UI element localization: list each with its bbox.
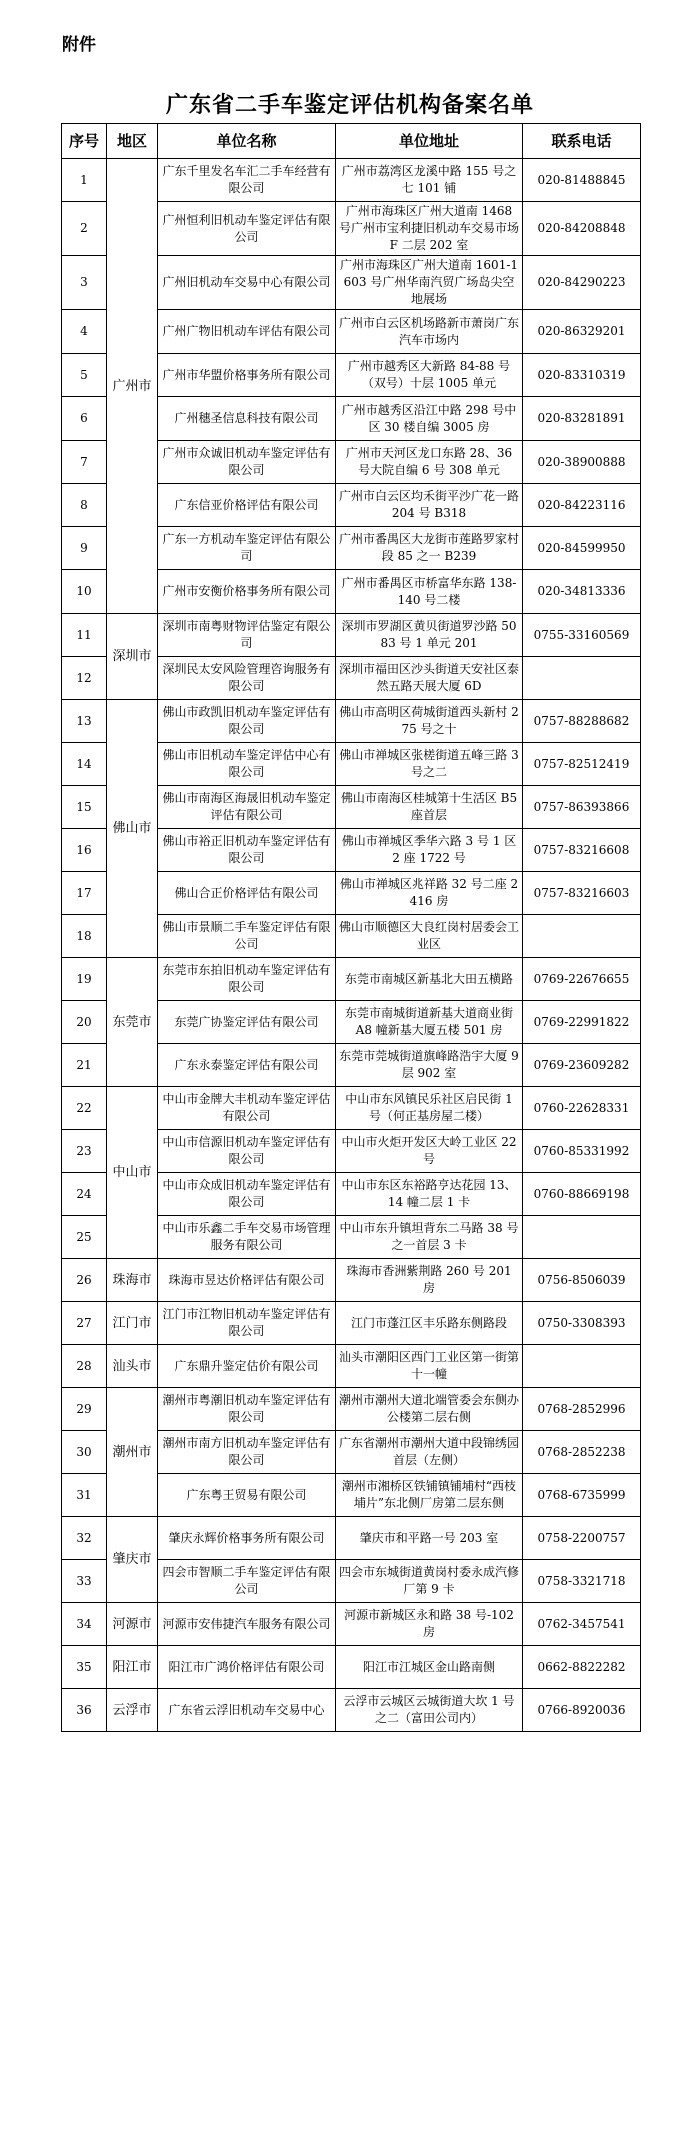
- row-number: 3: [62, 256, 107, 310]
- unit-name-cell: 广东永泰鉴定评估有限公司: [158, 1044, 336, 1087]
- region-cell: 佛山市: [107, 700, 158, 958]
- phone-cell: 0757-82512419: [523, 743, 641, 786]
- row-number: 35: [62, 1646, 107, 1689]
- table-header-row: [62, 124, 641, 159]
- unit-name-cell: 佛山市政凯旧机动车鉴定评估有限公司: [158, 700, 336, 743]
- row-number: 19: [62, 958, 107, 1001]
- row-number: 1: [62, 159, 107, 202]
- phone-cell: 0762-3457541: [523, 1603, 641, 1646]
- row-number: 17: [62, 872, 107, 915]
- unit-address-cell: 中山市火炬开发区大岭工业区 22 号: [336, 1130, 523, 1173]
- row-number: 26: [62, 1259, 107, 1302]
- unit-name-cell: 广东省云浮旧机动车交易中心: [158, 1689, 336, 1732]
- unit-name-cell: 东莞市东拍旧机动车鉴定评估有限公司: [158, 958, 336, 1001]
- table-row: [62, 1259, 641, 1302]
- unit-name-cell: 中山市众成旧机动车鉴定评估有限公司: [158, 1173, 336, 1216]
- row-number: 23: [62, 1130, 107, 1173]
- unit-name-cell: 广东一方机动车鉴定评估有限公司: [158, 527, 336, 570]
- row-number: 7: [62, 441, 107, 484]
- phone-cell: 0769-23609282: [523, 1044, 641, 1087]
- phone-cell: 020-81488845: [523, 159, 641, 202]
- unit-address-cell: 河源市新城区永和路 38 号-102 房: [336, 1603, 523, 1646]
- phone-cell: 0757-83216608: [523, 829, 641, 872]
- region-cell: 珠海市: [107, 1259, 158, 1302]
- unit-address-cell: 广州市海珠区广州大道南 1468 号广州市宝利捷旧机动车交易市场 F 二层 202 室: [336, 202, 523, 256]
- region-cell: 阳江市: [107, 1646, 158, 1689]
- row-number: 12: [62, 657, 107, 700]
- region-cell: 河源市: [107, 1603, 158, 1646]
- phone-cell: 0768-2852238: [523, 1431, 641, 1474]
- phone-cell: [523, 1216, 641, 1259]
- unit-name-cell: 四会市智顺二手车鉴定评估有限公司: [158, 1560, 336, 1603]
- phone-cell: 0756-8506039: [523, 1259, 641, 1302]
- unit-name-cell: 佛山市旧机动车鉴定评估中心有限公司: [158, 743, 336, 786]
- row-number: 34: [62, 1603, 107, 1646]
- phone-cell: 020-84599950: [523, 527, 641, 570]
- unit-address-cell: 广州市天河区龙口东路 28、36 号大院自编 6 号 308 单元: [336, 441, 523, 484]
- unit-address-cell: 佛山市顺德区大良红岗村居委会工业区: [336, 915, 523, 958]
- row-number: 20: [62, 1001, 107, 1044]
- unit-name-cell: 中山市乐鑫二手车交易市场管理服务有限公司: [158, 1216, 336, 1259]
- row-number: 32: [62, 1517, 107, 1560]
- unit-name-cell: 佛山合正价格评估有限公司: [158, 872, 336, 915]
- unit-address-cell: 东莞市南城区新基北大田五横路: [336, 958, 523, 1001]
- col-header-region: 地区: [107, 124, 158, 159]
- unit-address-cell: 广州市白云区机场路新市萧岗广东汽车市场内: [336, 310, 523, 354]
- unit-name-cell: 广东鼎升鉴定估价有限公司: [158, 1345, 336, 1388]
- table-row: [62, 159, 641, 202]
- unit-name-cell: 广州广物旧机动车评估有限公司: [158, 310, 336, 354]
- phone-cell: 020-84290223: [523, 256, 641, 310]
- unit-address-cell: 佛山市禅城区张槎街道五峰三路 3 号之二: [336, 743, 523, 786]
- table-row: [62, 1345, 641, 1388]
- region-cell: 中山市: [107, 1087, 158, 1259]
- phone-cell: 0760-22628331: [523, 1087, 641, 1130]
- phone-cell: 0768-2852996: [523, 1388, 641, 1431]
- unit-name-cell: 东莞广协鉴定评估有限公司: [158, 1001, 336, 1044]
- col-header-number: 序号: [62, 124, 107, 159]
- unit-name-cell: 佛山市南海区海晟旧机动车鉴定评估有限公司: [158, 786, 336, 829]
- col-header-unit-address: 单位地址: [336, 124, 523, 159]
- phone-cell: [523, 915, 641, 958]
- unit-name-cell: 深圳民太安风险管理咨询服务有限公司: [158, 657, 336, 700]
- unit-address-cell: 中山市东风镇民乐社区启民街 1 号（何正基房屋二楼）: [336, 1087, 523, 1130]
- unit-address-cell: 江门市蓬江区丰乐路东侧路段: [336, 1302, 523, 1345]
- unit-address-cell: 中山市东升镇坦背东二马路 38 号之一首层 3 卡: [336, 1216, 523, 1259]
- phone-cell: 0768-6735999: [523, 1474, 641, 1517]
- table-row: [62, 614, 641, 657]
- row-number: 25: [62, 1216, 107, 1259]
- unit-address-cell: 广州市番禺区市桥富华东路 138-140 号二楼: [336, 570, 523, 614]
- row-number: 13: [62, 700, 107, 743]
- row-number: 11: [62, 614, 107, 657]
- row-number: 18: [62, 915, 107, 958]
- unit-name-cell: 广东粤王贸易有限公司: [158, 1474, 336, 1517]
- unit-address-cell: 中山市东区东裕路亨达花园 13、14 幢二层 1 卡: [336, 1173, 523, 1216]
- phone-cell: 020-86329201: [523, 310, 641, 354]
- unit-address-cell: 潮州市潮州大道北端管委会东侧办公楼第二层右侧: [336, 1388, 523, 1431]
- unit-address-cell: 广州市荔湾区龙溪中路 155 号之七 101 铺: [336, 159, 523, 202]
- phone-cell: 0757-86393866: [523, 786, 641, 829]
- row-number: 8: [62, 484, 107, 527]
- registry-table: [61, 123, 641, 1732]
- phone-cell: 0757-88288682: [523, 700, 641, 743]
- row-number: 6: [62, 397, 107, 441]
- table-row: [62, 1517, 641, 1560]
- table-row: [62, 1302, 641, 1345]
- phone-cell: 0755-33160569: [523, 614, 641, 657]
- unit-address-cell: 东莞市南城街道新基大道商业街 A8 幢新基大厦五楼 501 房: [336, 1001, 523, 1044]
- unit-name-cell: 江门市江物旧机动车鉴定评估有限公司: [158, 1302, 336, 1345]
- row-number: 16: [62, 829, 107, 872]
- unit-name-cell: 广州穗圣信息科技有限公司: [158, 397, 336, 441]
- unit-name-cell: 阳江市广鸿价格评估有限公司: [158, 1646, 336, 1689]
- row-number: 4: [62, 310, 107, 354]
- phone-cell: 0758-2200757: [523, 1517, 641, 1560]
- unit-name-cell: 广州市华盟价格事务所有限公司: [158, 354, 336, 397]
- unit-address-cell: 云浮市云城区云城街道大坎 1 号之二（富田公司内）: [336, 1689, 523, 1732]
- unit-address-cell: 阳江市江城区金山路南侧: [336, 1646, 523, 1689]
- phone-cell: 0662-8822282: [523, 1646, 641, 1689]
- phone-cell: 0760-85331992: [523, 1130, 641, 1173]
- row-number: 33: [62, 1560, 107, 1603]
- row-number: 31: [62, 1474, 107, 1517]
- unit-address-cell: 佛山市高明区荷城街道西头新村 275 号之十: [336, 700, 523, 743]
- phone-cell: [523, 657, 641, 700]
- unit-name-cell: 广州市安衡价格事务所有限公司: [158, 570, 336, 614]
- unit-address-cell: 佛山市南海区桂城第十生活区 B5 座首层: [336, 786, 523, 829]
- unit-name-cell: 广东千里发名车汇二手车经营有限公司: [158, 159, 336, 202]
- table-row: [62, 1388, 641, 1431]
- row-number: 30: [62, 1431, 107, 1474]
- unit-name-cell: 潮州市南方旧机动车鉴定评估有限公司: [158, 1431, 336, 1474]
- table-body: [62, 159, 641, 1732]
- unit-address-cell: 广州市海珠区广州大道南 1601-1603 号广州华南汽贸广场岛尖空地展场: [336, 256, 523, 310]
- page-title: 广东省二手车鉴定评估机构备案名单: [165, 93, 534, 118]
- unit-name-cell: 河源市安伟捷汽车服务有限公司: [158, 1603, 336, 1646]
- region-cell: 肇庆市: [107, 1517, 158, 1603]
- unit-address-cell: 汕头市潮阳区西门工业区第一街第十一幢: [336, 1345, 523, 1388]
- table-row: [62, 1603, 641, 1646]
- phone-cell: 020-84223116: [523, 484, 641, 527]
- phone-cell: 020-84208848: [523, 202, 641, 256]
- phone-cell: 0758-3321718: [523, 1560, 641, 1603]
- table-row: [62, 958, 641, 1001]
- table-row: [62, 1689, 641, 1732]
- row-number: 10: [62, 570, 107, 614]
- unit-address-cell: 佛山市禅城区季华六路 3 号 1 区 2 座 1722 号: [336, 829, 523, 872]
- row-number: 5: [62, 354, 107, 397]
- unit-name-cell: 肇庆永辉价格事务所有限公司: [158, 1517, 336, 1560]
- region-cell: 东莞市: [107, 958, 158, 1087]
- unit-address-cell: 肇庆市和平路一号 203 室: [336, 1517, 523, 1560]
- table-row: [62, 700, 641, 743]
- region-cell: 汕头市: [107, 1345, 158, 1388]
- col-header-phone: 联系电话: [523, 124, 641, 159]
- unit-name-cell: 广州旧机动车交易中心有限公司: [158, 256, 336, 310]
- unit-address-cell: 深圳市福田区沙头街道天安社区泰然五路天展大厦 6D: [336, 657, 523, 700]
- phone-cell: 0750-3308393: [523, 1302, 641, 1345]
- unit-name-cell: 佛山市裕正旧机动车鉴定评估有限公司: [158, 829, 336, 872]
- region-cell: 江门市: [107, 1302, 158, 1345]
- table-row: [62, 1087, 641, 1130]
- col-header-unit-name: 单位名称: [158, 124, 336, 159]
- row-number: 27: [62, 1302, 107, 1345]
- unit-address-cell: 广州市越秀区大新路 84-88 号（双号）十层 1005 单元: [336, 354, 523, 397]
- row-number: 24: [62, 1173, 107, 1216]
- row-number: 9: [62, 527, 107, 570]
- phone-cell: 020-34813336: [523, 570, 641, 614]
- row-number: 36: [62, 1689, 107, 1732]
- phone-cell: [523, 1345, 641, 1388]
- unit-name-cell: 广东信亚价格评估有限公司: [158, 484, 336, 527]
- unit-address-cell: 四会市东城街道黄岗村委永成汽修厂第 9 卡: [336, 1560, 523, 1603]
- region-cell: 潮州市: [107, 1388, 158, 1517]
- unit-address-cell: 广东省潮州市潮州大道中段锦绣园首层（左侧）: [336, 1431, 523, 1474]
- phone-cell: 0760-88669198: [523, 1173, 641, 1216]
- unit-name-cell: 佛山市景顺二手车鉴定评估有限公司: [158, 915, 336, 958]
- row-number: 29: [62, 1388, 107, 1431]
- unit-name-cell: 深圳市南粤财物评估鉴定有限公司: [158, 614, 336, 657]
- region-cell: 云浮市: [107, 1689, 158, 1732]
- row-number: 15: [62, 786, 107, 829]
- unit-name-cell: 广州恒利旧机动车鉴定评估有限公司: [158, 202, 336, 256]
- unit-address-cell: 深圳市罗湖区黄贝街道罗沙路 5083 号 1 单元 201: [336, 614, 523, 657]
- unit-address-cell: 佛山市禅城区兆祥路 32 号二座 2416 房: [336, 872, 523, 915]
- phone-cell: 020-83281891: [523, 397, 641, 441]
- unit-address-cell: 广州市越秀区沿江中路 298 号中区 30 楼自编 3005 房: [336, 397, 523, 441]
- unit-name-cell: 中山市金牌大丰机动车鉴定评估有限公司: [158, 1087, 336, 1130]
- row-number: 22: [62, 1087, 107, 1130]
- unit-address-cell: 广州市白云区均禾街平沙广花一路 204 号 B318: [336, 484, 523, 527]
- unit-address-cell: 广州市番禺区大龙街市莲路罗家村段 85 之一 B239: [336, 527, 523, 570]
- unit-name-cell: 珠海市昱达价格评估有限公司: [158, 1259, 336, 1302]
- phone-cell: 0757-83216603: [523, 872, 641, 915]
- region-cell: 深圳市: [107, 614, 158, 700]
- unit-address-cell: 潮州市湘桥区铁铺镇铺埔村“西枝埔片”东北侧厂房第二层东侧: [336, 1474, 523, 1517]
- unit-address-cell: 珠海市香洲紫荆路 260 号 201 房: [336, 1259, 523, 1302]
- unit-address-cell: 东莞市莞城街道旗峰路浩宇大厦 9 层 902 室: [336, 1044, 523, 1087]
- table-row: [62, 1646, 641, 1689]
- unit-name-cell: 潮州市粤潮旧机动车鉴定评估有限公司: [158, 1388, 336, 1431]
- row-number: 14: [62, 743, 107, 786]
- unit-name-cell: 中山市信源旧机动车鉴定评估有限公司: [158, 1130, 336, 1173]
- row-number: 2: [62, 202, 107, 256]
- phone-cell: 020-38900888: [523, 441, 641, 484]
- region-cell: 广州市: [107, 159, 158, 614]
- row-number: 28: [62, 1345, 107, 1388]
- phone-cell: 020-83310319: [523, 354, 641, 397]
- attachment-label: 附件: [62, 35, 96, 55]
- row-number: 21: [62, 1044, 107, 1087]
- phone-cell: 0766-8920036: [523, 1689, 641, 1732]
- unit-name-cell: 广州市众诚旧机动车鉴定评估有限公司: [158, 441, 336, 484]
- phone-cell: 0769-22991822: [523, 1001, 641, 1044]
- phone-cell: 0769-22676655: [523, 958, 641, 1001]
